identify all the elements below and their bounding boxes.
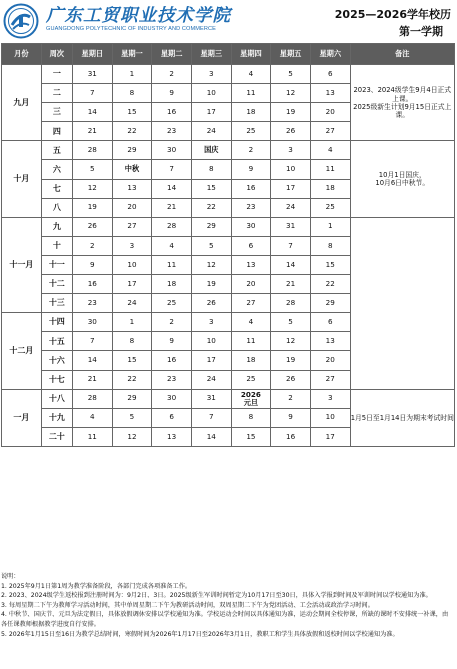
day-cell: 30 <box>152 389 192 408</box>
day-cell: 19 <box>191 275 231 294</box>
day-cell: 18 <box>310 179 350 198</box>
day-cell: 4 <box>310 141 350 160</box>
day-cell: 2 <box>231 141 271 160</box>
day-cell: 13 <box>310 84 350 103</box>
week-cell: 六 <box>41 160 72 179</box>
column-header: 周次 <box>41 44 72 65</box>
table-row <box>2 65 455 84</box>
day-cell: 3 <box>271 141 311 160</box>
day-cell: 12 <box>271 84 311 103</box>
day-cell: 28 <box>72 141 112 160</box>
day-cell: 2 <box>152 65 192 84</box>
remark-cell <box>350 65 454 141</box>
remark-line: 2025级新生计划9月15日正式上课。 <box>353 102 452 119</box>
day-cell: 2 <box>271 389 311 408</box>
day-cell: 8 <box>191 160 231 179</box>
week-cell: 十 <box>41 236 72 255</box>
day-cell: 8 <box>112 332 152 351</box>
remark-line: 2023、2024级学生9月4日正式上课。 <box>353 86 452 103</box>
day-cell: 9 <box>152 84 192 103</box>
day-cell: 27 <box>310 122 350 141</box>
day-cell: 4 <box>231 313 271 332</box>
day-cell: 18 <box>231 351 271 370</box>
day-cell: 28 <box>72 389 112 408</box>
day-cell: 14 <box>72 351 112 370</box>
day-cell: 24 <box>191 370 231 389</box>
day-cell: 13 <box>231 255 271 274</box>
day-cell: 5 <box>271 65 311 84</box>
week-cell: 五 <box>41 141 72 160</box>
day-cell: 1 <box>112 313 152 332</box>
day-cell: 25 <box>310 198 350 217</box>
notes-section <box>1 572 451 639</box>
day-cell: 17 <box>310 427 350 446</box>
day-cell: 12 <box>72 179 112 198</box>
week-cell: 三 <box>41 103 72 122</box>
note-item: 3. 每周星期二下午为教师学习活动时间，其中单周星期二下午为教研活动时间，双周星期二下午为党团活动、工会活动或政治学习时间。 <box>1 601 374 609</box>
day-cell: 9 <box>231 160 271 179</box>
day-cell: 20 <box>231 275 271 294</box>
week-cell: 八 <box>41 198 72 217</box>
day-cell: 5 <box>191 236 231 255</box>
day-cell: 7 <box>191 408 231 427</box>
day-cell: 10 <box>112 255 152 274</box>
day-cell: 18 <box>231 103 271 122</box>
day-cell: 8 <box>112 84 152 103</box>
remark-line: 1月5日至1月14日为期末考试时间 <box>350 413 454 422</box>
day-cell: 12 <box>191 255 231 274</box>
week-cell: 十七 <box>41 370 72 389</box>
school-name-cn: 广东工贸职业技术学院 <box>46 6 231 26</box>
day-cell: 28 <box>152 217 192 236</box>
day-cell: 11 <box>152 255 192 274</box>
day-cell: 25 <box>152 294 192 313</box>
day-cell: 4 <box>72 408 112 427</box>
day-cell: 30 <box>72 313 112 332</box>
day-cell: 22 <box>191 198 231 217</box>
remark-cell <box>350 141 454 217</box>
day-cell: 4 <box>231 65 271 84</box>
column-header: 星期四 <box>231 44 271 65</box>
day-cell: 16 <box>271 427 311 446</box>
day-cell: 22 <box>112 370 152 389</box>
day-cell: 19 <box>72 198 112 217</box>
day-cell: 8 <box>310 236 350 255</box>
school-logo-icon <box>3 3 39 39</box>
day-cell: 5 <box>271 313 311 332</box>
day-cell: 24 <box>191 122 231 141</box>
note-item: 2. 2023、2024级学生返校报到注册时间为：9月2日、3日。2025级新生军训时间暂定为10月17日至30日，具体入学报到时间及军训时间以学校通知为准。 <box>1 592 432 600</box>
day-cell: 18 <box>152 275 192 294</box>
month-cell: 九月 <box>2 65 42 141</box>
remark-cell <box>350 217 454 389</box>
day-cell: 28 <box>271 294 311 313</box>
day-cell: 26 <box>271 370 311 389</box>
day-cell: 4 <box>152 236 192 255</box>
day-cell: 7 <box>271 236 311 255</box>
day-cell: 10 <box>191 332 231 351</box>
week-cell: 十三 <box>41 294 72 313</box>
day-cell: 5 <box>112 408 152 427</box>
week-cell: 二 <box>41 84 72 103</box>
day-cell: 11 <box>231 84 271 103</box>
day-cell: 29 <box>112 389 152 408</box>
month-cell: 十一月 <box>2 217 42 312</box>
calendar-title: 2025—2026学年校历 <box>334 8 451 21</box>
day-cell: 19 <box>271 351 311 370</box>
day-cell: 3 <box>191 65 231 84</box>
table-row <box>2 141 455 160</box>
week-cell: 十六 <box>41 351 72 370</box>
day-cell: 7 <box>72 332 112 351</box>
day-cell: 2026 元旦 <box>231 389 271 408</box>
day-cell: 25 <box>231 370 271 389</box>
day-cell: 3 <box>191 313 231 332</box>
day-cell: 23 <box>152 122 192 141</box>
day-cell: 国庆 <box>191 141 231 160</box>
calendar-table <box>1 43 455 447</box>
day-cell: 9 <box>72 255 112 274</box>
day-cell: 3 <box>112 236 152 255</box>
day-cell: 24 <box>271 198 311 217</box>
day-cell: 12 <box>271 332 311 351</box>
day-cell: 11 <box>72 427 112 446</box>
day-cell: 14 <box>271 255 311 274</box>
day-cell: 15 <box>191 179 231 198</box>
week-cell: 二十 <box>41 427 72 446</box>
day-cell: 13 <box>112 179 152 198</box>
day-cell: 25 <box>231 122 271 141</box>
note-item: 1. 2025年9月1日第1周为教学准备阶段，各部门完成各项准备工作。 <box>1 582 192 590</box>
day-cell: 2 <box>152 313 192 332</box>
day-cell: 23 <box>231 198 271 217</box>
day-cell: 10 <box>271 160 311 179</box>
day-cell: 21 <box>72 122 112 141</box>
week-cell: 十四 <box>41 313 72 332</box>
day-cell: 17 <box>191 351 231 370</box>
day-cell: 16 <box>152 351 192 370</box>
day-cell: 29 <box>191 217 231 236</box>
column-header: 星期六 <box>310 44 350 65</box>
day-cell: 5 <box>72 160 112 179</box>
day-cell: 14 <box>72 103 112 122</box>
day-cell: 3 <box>310 389 350 408</box>
day-cell: 17 <box>271 179 311 198</box>
month-cell: 十二月 <box>2 313 42 389</box>
day-cell: 6 <box>310 65 350 84</box>
remark-line: 10月1日国庆， <box>378 170 426 179</box>
month-cell: 一月 <box>2 389 42 446</box>
day-cell: 21 <box>152 198 192 217</box>
notes-title: 说明： <box>1 573 20 580</box>
day-cell: 12 <box>112 427 152 446</box>
day-cell: 11 <box>231 332 271 351</box>
day-cell: 29 <box>112 141 152 160</box>
week-cell: 九 <box>41 217 72 236</box>
day-cell: 15 <box>231 427 271 446</box>
day-cell: 27 <box>310 370 350 389</box>
day-cell: 22 <box>310 275 350 294</box>
day-cell: 8 <box>231 408 271 427</box>
column-header: 星期三 <box>191 44 231 65</box>
day-cell: 26 <box>271 122 311 141</box>
month-cell: 十月 <box>2 141 42 217</box>
day-cell: 20 <box>310 351 350 370</box>
school-name-en: GUANGDONG POLYTECHNIC OF INDUSTRY AND COMMERCE <box>46 26 216 32</box>
day-cell: 30 <box>152 141 192 160</box>
column-header: 星期日 <box>72 44 112 65</box>
week-cell: 十八 <box>41 389 72 408</box>
day-cell: 9 <box>271 408 311 427</box>
day-cell: 15 <box>112 351 152 370</box>
day-cell: 15 <box>310 255 350 274</box>
column-header: 星期一 <box>112 44 152 65</box>
day-cell: 6 <box>152 408 192 427</box>
day-cell: 19 <box>271 103 311 122</box>
day-cell: 中秋 <box>112 160 152 179</box>
week-cell: 七 <box>41 179 72 198</box>
day-cell: 7 <box>72 84 112 103</box>
table-row <box>2 389 455 408</box>
remark-cell <box>350 389 454 446</box>
day-cell: 1 <box>310 217 350 236</box>
semester-title: 第一学期 <box>399 25 443 38</box>
day-cell: 13 <box>152 427 192 446</box>
day-cell: 21 <box>72 370 112 389</box>
day-cell: 23 <box>72 294 112 313</box>
day-cell: 29 <box>310 294 350 313</box>
day-cell: 30 <box>231 217 271 236</box>
week-cell: 四 <box>41 122 72 141</box>
day-cell: 26 <box>72 217 112 236</box>
day-cell: 1 <box>112 65 152 84</box>
day-cell: 16 <box>72 275 112 294</box>
day-cell: 31 <box>271 217 311 236</box>
table-header-row <box>2 44 455 65</box>
day-cell: 15 <box>112 103 152 122</box>
day-cell: 20 <box>112 198 152 217</box>
day-cell: 16 <box>231 179 271 198</box>
remark-line: 10月6日中秋节。 <box>375 179 430 188</box>
week-cell: 十九 <box>41 408 72 427</box>
column-header: 月份 <box>2 44 42 65</box>
week-cell: 十二 <box>41 275 72 294</box>
day-cell: 27 <box>112 217 152 236</box>
day-cell: 13 <box>310 332 350 351</box>
day-cell: 31 <box>72 65 112 84</box>
day-cell: 24 <box>112 294 152 313</box>
column-header: 星期五 <box>271 44 311 65</box>
day-cell: 6 <box>231 236 271 255</box>
day-cell: 27 <box>231 294 271 313</box>
day-cell: 9 <box>152 332 192 351</box>
day-cell: 17 <box>191 103 231 122</box>
note-item: 5. 2026年1月15日至16日为教学总结时间，寒假时间为2026年1月17日至2026年3月1日，教职工和学生具体放假和返校时间以学校通知为准。 <box>1 630 399 638</box>
week-cell: 十五 <box>41 332 72 351</box>
header <box>0 0 457 44</box>
day-cell: 14 <box>191 427 231 446</box>
day-cell: 26 <box>191 294 231 313</box>
note-item: 4. 中秋节、国庆节、元旦为法定假日，具体放假调休安排以学校通知为准。学校运动会时间以具体通知为准，运动会期间全校停课，所缺的课时不安排统一补课，由各任课教师根据教学进度自行安排。 <box>1 611 449 628</box>
week-cell: 一 <box>41 65 72 84</box>
day-cell: 31 <box>191 389 231 408</box>
day-cell: 23 <box>152 370 192 389</box>
day-cell: 17 <box>112 275 152 294</box>
day-cell: 7 <box>152 160 192 179</box>
day-cell: 11 <box>310 160 350 179</box>
day-cell: 21 <box>271 275 311 294</box>
table-row <box>2 217 455 236</box>
day-cell: 14 <box>152 179 192 198</box>
day-cell: 16 <box>152 103 192 122</box>
day-cell: 20 <box>310 103 350 122</box>
day-cell: 10 <box>310 408 350 427</box>
column-header: 星期二 <box>152 44 192 65</box>
week-cell: 十一 <box>41 255 72 274</box>
day-cell: 10 <box>191 84 231 103</box>
day-cell: 6 <box>310 313 350 332</box>
day-cell: 2 <box>72 236 112 255</box>
column-header: 备注 <box>350 44 454 65</box>
day-cell: 22 <box>112 122 152 141</box>
